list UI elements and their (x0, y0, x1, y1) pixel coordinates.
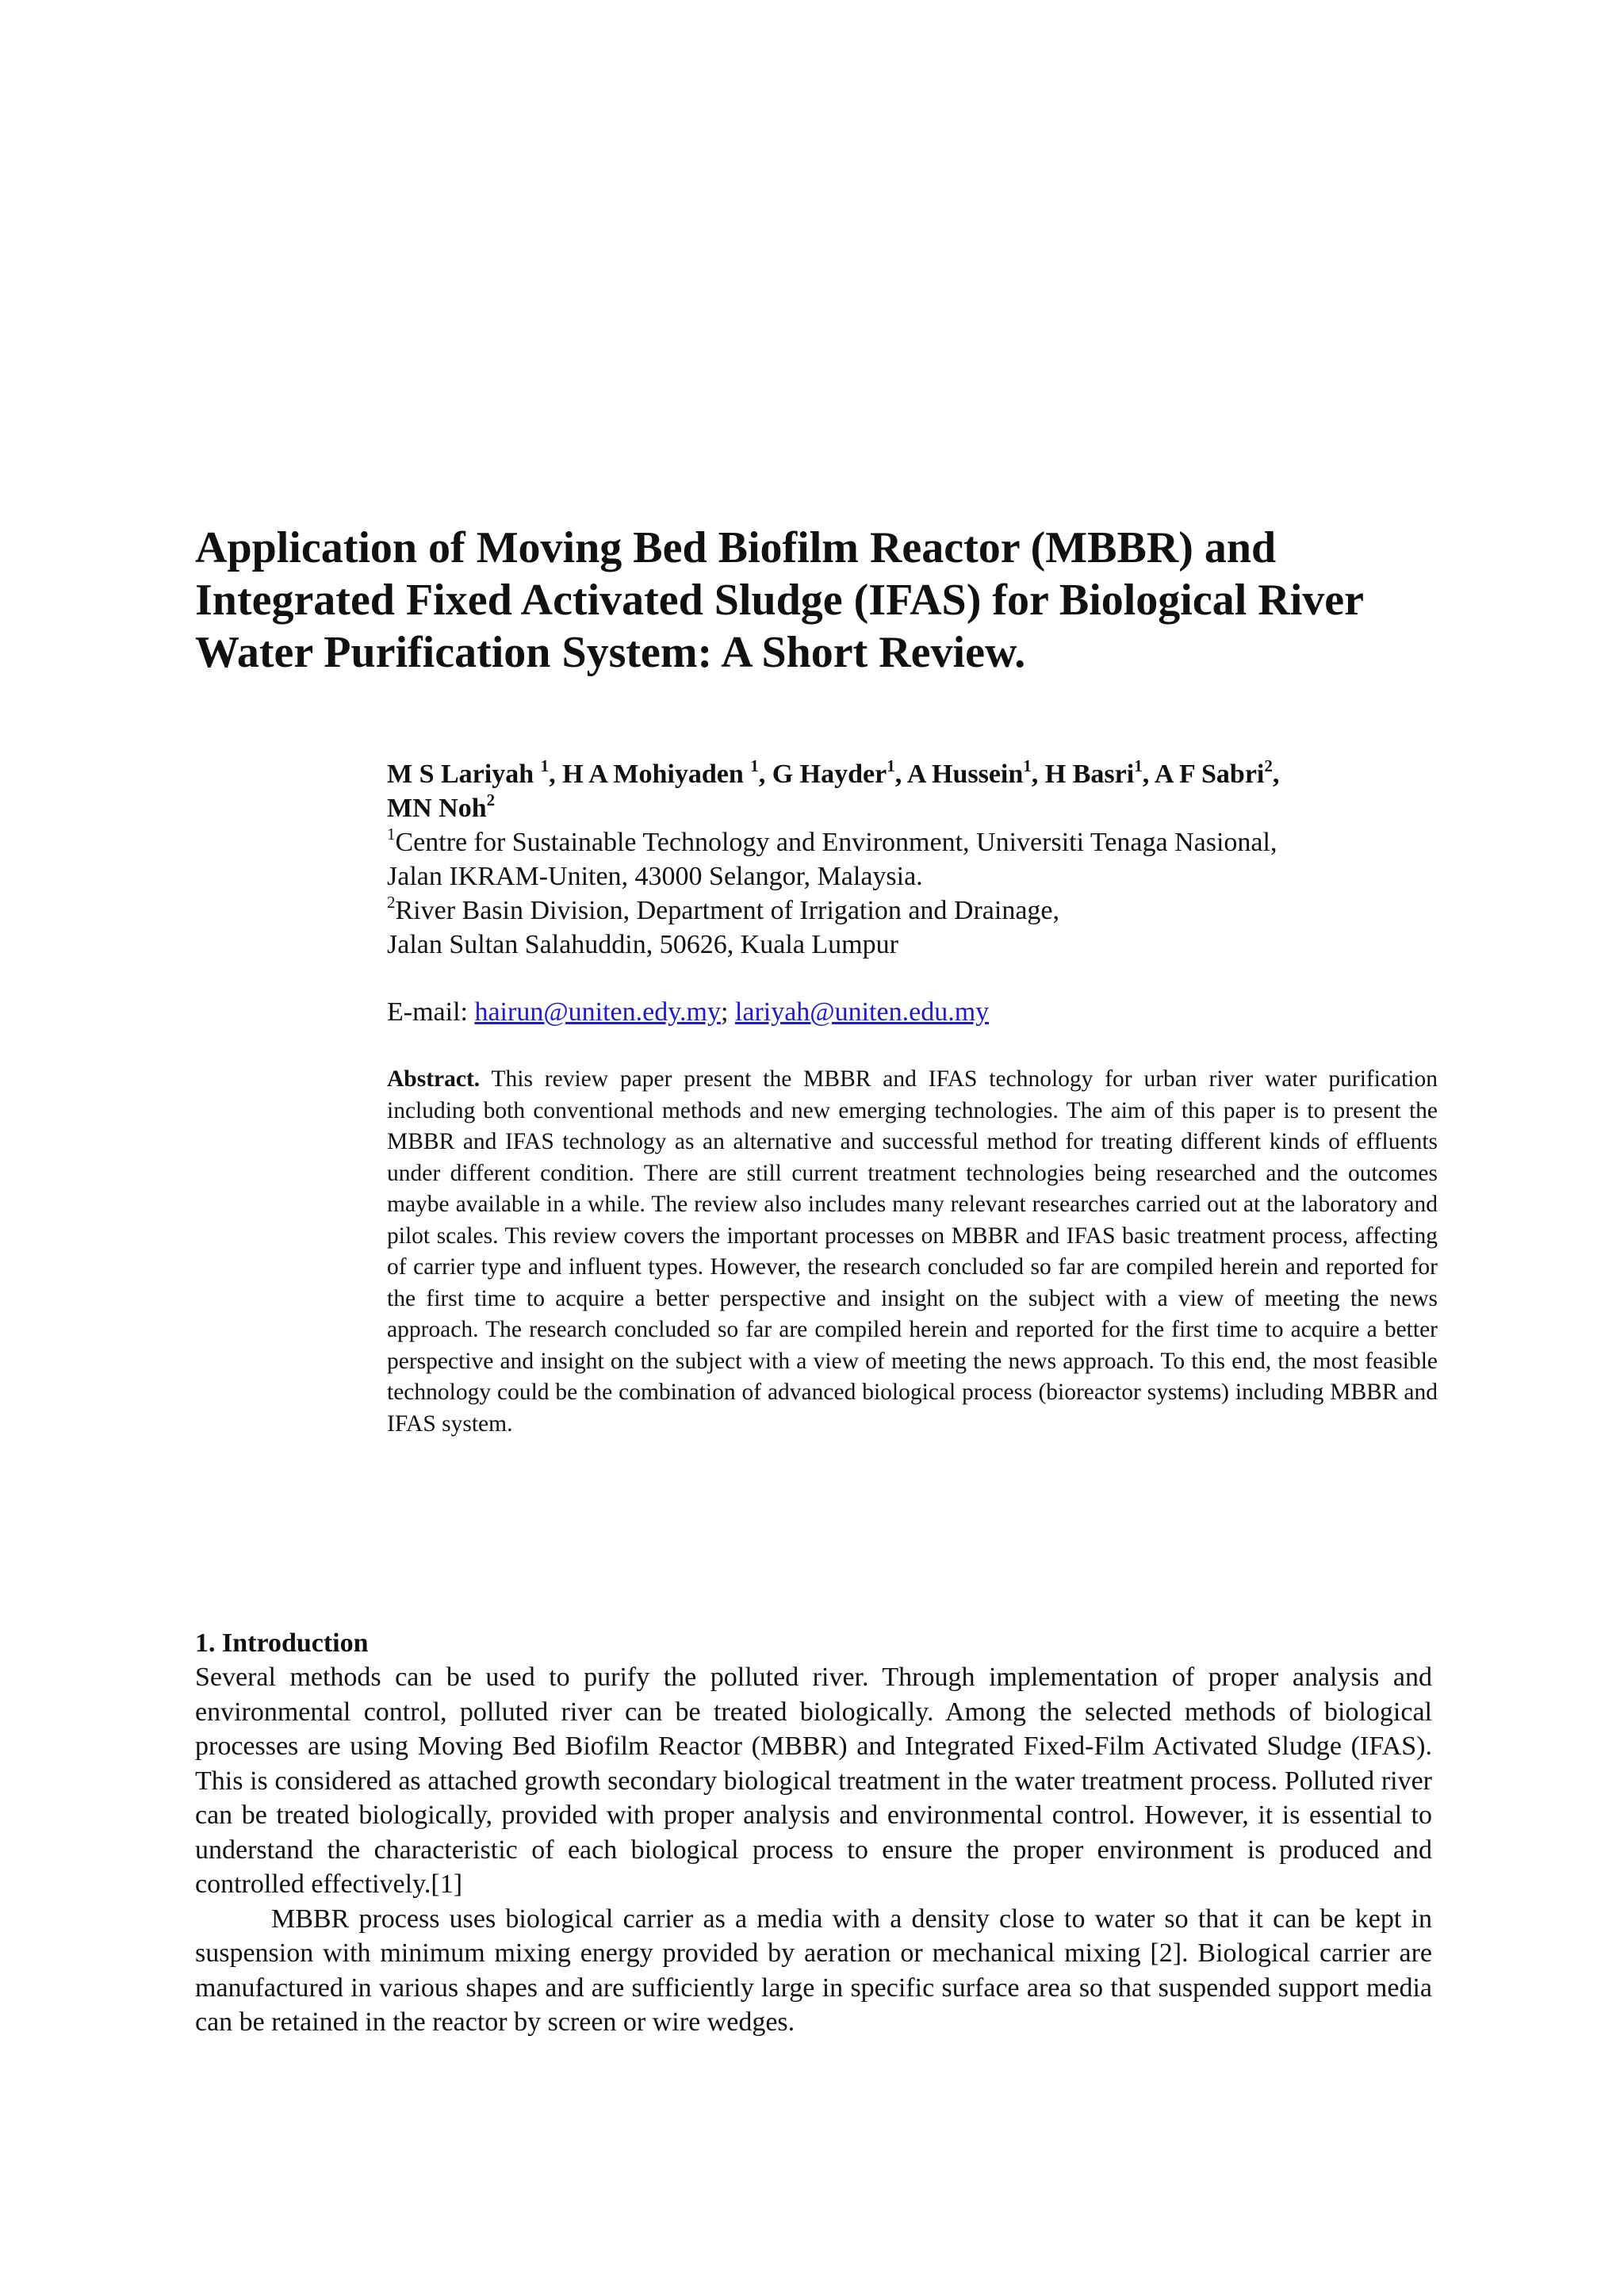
author-name: M S Lariyah (387, 760, 534, 789)
author-affil-mark: 2 (486, 790, 496, 809)
affiliation-text: River Basin Division, Department of Irrigation and Drainage, (395, 896, 1059, 925)
abstract (387, 1064, 1438, 1440)
author-name: H Basri (1044, 760, 1135, 789)
paragraph: MBBR process uses biological carrier as a media with a density close to water so that it can be kept in suspension with minimum mixing energy provided by aeration or mechanical mixing [2]. Biological carrier are manufactured in various shapes and are sufficiently large in specific surface area so that suspended support media can be retained in the reactor by screen or wire wedges. (195, 1904, 1432, 2037)
section-introduction (195, 1627, 1432, 2040)
abstract-label: Abstract. (387, 1066, 481, 1092)
author-affil-mark: 1 (1023, 756, 1032, 775)
author-affil-mark: 1 (887, 756, 895, 775)
email-separator: ; (720, 997, 729, 1027)
title-line: Water Purification System: A Short Review. (195, 628, 1026, 677)
paper-title (195, 522, 1480, 679)
paragraph: Several methods can be used to purify the polluted river. Through implementation of proper analysis and environmental control, polluted river can be treated biologically. Among the selected methods of biological processes are using Moving Bed Biofilm Reactor (MBBR) and Integrated Fixed-Film Activated Sludge (IFAS). This is considered as attached growth secondary biological treatment in the water treatment process. Polluted river can be treated biologically, provided with proper analysis and environmental control. However, it is essential to understand the characteristic of each biological process to ensure the proper environment is produced and controlled effectively.[1] (195, 1663, 1432, 1899)
email-link-1[interactable]: hairun@uniten.edy.my (474, 997, 721, 1027)
email-line (387, 995, 1438, 1029)
title-line: Integrated Fixed Activated Sludge (IFAS) for Biological River (195, 576, 1364, 625)
author-name: G Hayder (772, 760, 887, 789)
affiliation-mark: 2 (387, 892, 396, 912)
affiliation-1 (387, 825, 1438, 894)
author-name: H A Mohiyaden (562, 760, 744, 789)
author-affil-mark: 1 (1134, 756, 1143, 775)
author-affil-mark: 1 (750, 756, 759, 775)
section-heading: 1. Introduction (195, 1628, 369, 1658)
email-link-2[interactable]: lariyah@uniten.edu.my (734, 997, 990, 1027)
affiliation-mark: 1 (387, 824, 396, 844)
affiliation-address: Jalan IKRAM-Uniten, 43000 Selangor, Malaysia. (387, 862, 923, 891)
author-name: A F Sabri (1154, 760, 1265, 789)
author-affil-mark: 1 (540, 756, 550, 775)
affiliation-text: Centre for Sustainable Technology and Environment, Universiti Tenaga Nasional, (395, 828, 1277, 857)
email-label: E-mail: (387, 997, 468, 1027)
front-matter (387, 757, 1438, 1440)
affiliation-2 (387, 894, 1438, 962)
author-list: M S Lariyah $^1$, H A Mohiyaden $^1$, G Hayder$^1$, A Hussein$^1$, H Basri$^1$, A F Sabri$^2$, MN Noh$^2$ (387, 756, 1280, 823)
affiliation-address: Jalan Sultan Salahuddin, 50626, Kuala Lumpur (387, 930, 898, 959)
author-name: A Hussein (906, 760, 1024, 789)
author-name: MN Noh (387, 794, 487, 823)
title-line: Application of Moving Bed Biofilm Reactor (MBBR) and (195, 523, 1277, 572)
author-affil-mark: 2 (1264, 756, 1273, 775)
abstract-text: This review paper present the MBBR and IFAS technology for urban river water purification including both conventional methods and new emerging technologies. The aim of this paper is to present the MBBR and IFAS technology as an alternative and successful method for treating different kinds of effluents under different condition. There are still current treatment technologies being researched and the outcomes maybe available in a while. The review also includes many relevant researches carried out at the laboratory and pilot scales. This review covers the important processes on MBBR and IFAS basic treatment process, affecting of carrier type and influent types. However, the research concluded so far are compiled herein and reported for the first time to acquire a better perspective and insight on the subject with a view of meeting the news approach. The research concluded so far are compiled herein and reported for the first time to acquire a better perspective and insight on the subject with a view of meeting the news approach. To this end, the most feasible technology could be the combination of advanced biological process (bioreactor systems) including MBBR and IFAS system. (387, 1066, 1438, 1437)
